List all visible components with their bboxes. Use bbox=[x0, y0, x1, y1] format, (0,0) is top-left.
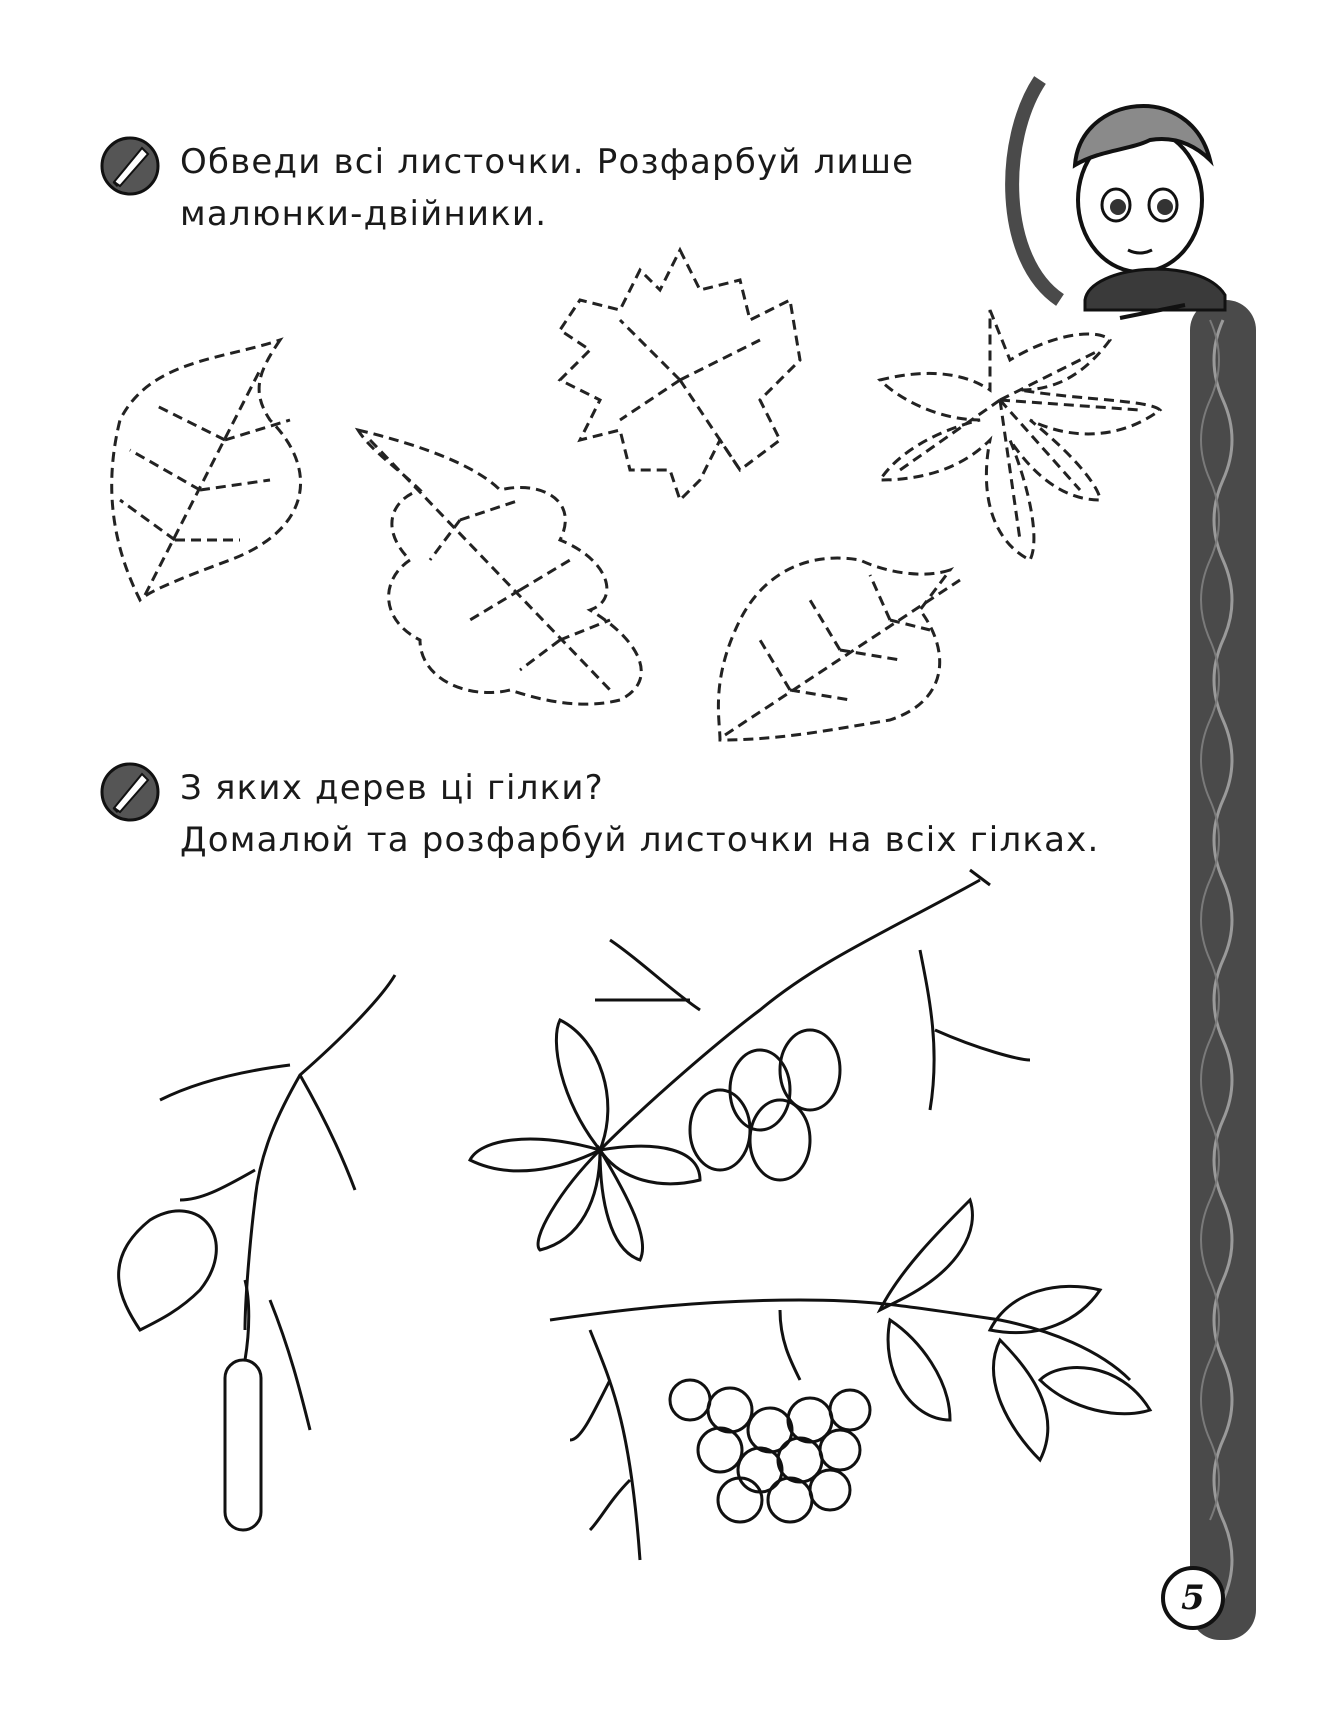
task-2-line-2: Домалюй та розфарбуй листочки на всіх гілках. bbox=[180, 820, 1100, 860]
pen-icon bbox=[100, 136, 160, 196]
task-2-line-1: З яких дерев ці гілки? bbox=[180, 768, 604, 808]
branches bbox=[119, 870, 1150, 1560]
boy-character bbox=[1075, 106, 1225, 318]
pen-icon bbox=[100, 762, 160, 822]
task-1-line-2: малюнки-двійники. bbox=[180, 194, 548, 234]
page-number: 5 bbox=[1181, 1578, 1205, 1618]
task-1-line-1: Обведи всі листочки. Розфарбуй лише bbox=[180, 142, 915, 182]
dashed-leaves bbox=[112, 250, 1160, 740]
